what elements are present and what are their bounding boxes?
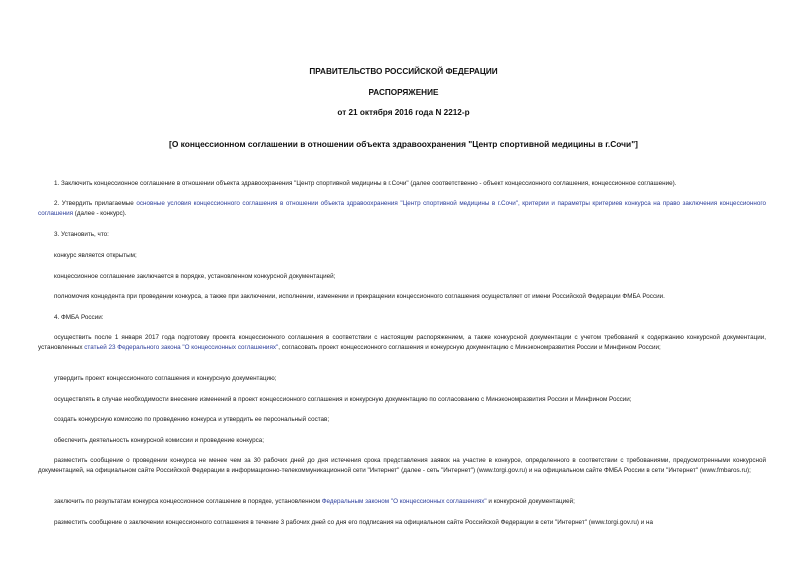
paragraph-2-tail: (далее - конкурс). [73, 210, 127, 217]
paragraph-4-item-1-text: осуществить после 1 января 2017 года подготовку проекта концессионного соглашения в соответствии с настоящим распоряжением, а также конкурсной документации с учетом требований к содержанию конкурсной документации, установленных [38, 334, 766, 351]
document-title: [О концессионном соглашении в отношении объекта здравоохранения "Центр спортивной медицины в г.Сочи"] [169, 139, 638, 149]
paragraph-4-item-5: обеспечить деятельность конкурсной комиссии и проведение конкурса; [54, 437, 265, 444]
paragraph-4: 4. ФМБА России: [54, 314, 104, 321]
paragraph-3-item-2: концессионное соглашение заключается в порядке, установленном конкурсной документацией; [54, 273, 336, 280]
government-heading: ПРАВИТЕЛЬСТВО РОССИЙСКОЙ ФЕДЕРАЦИИ [309, 67, 498, 76]
date-number-heading: от 21 октября 2016 года N 2212-р [337, 108, 470, 117]
document-type-heading: РАСПОРЯЖЕНИЕ [368, 88, 439, 97]
paragraph-2 [38, 199, 766, 219]
paragraph-4-item-1-tail: , согласовать проект концессионного соглашения и конкурсную документацию с Минэкономразвития России и Минфином России; [278, 344, 661, 351]
paragraph-4-item-7 [38, 497, 766, 507]
paragraph-4-item-3: осуществлять в случае необходимости внесение изменений в проект концессионного соглашения и конкурсную документацию по согласованию с Минэкономразвития России и Минфином России; [54, 396, 632, 403]
paragraph-4-item-8: разместить сообщение о заключении концессионного соглашения в течение 3 рабочих дней со дня его подписания на официальном сайте Российской Федерации в сети "Интернет" (www.torgi.gov.ru) и на [54, 519, 653, 526]
paragraph-4-item-1 [38, 333, 766, 353]
paragraph-4-item-4: создать конкурсную комиссию по проведению конкурса и утвердить ее персональный состав; [54, 416, 330, 423]
basic-conditions-link[interactable]: основные условия концессионного соглашения в отношении объекта здравоохранения "Центр спортивной медицины в г.Сочи", критерии и параметры критериев конкурса на право заключения концессионного соглашения [38, 200, 766, 217]
paragraph-3-item-1: конкурс является открытым; [54, 252, 137, 259]
concession-law-link[interactable]: Федеральным законом "О концессионных соглашениях" [321, 498, 487, 505]
article-23-law-link[interactable]: статьей 23 Федерального закона "О концессионных соглашениях" [84, 344, 279, 351]
paragraph-4-item-2: утвердить проект концессионного соглашения и конкурсную документацию; [54, 375, 277, 382]
paragraph-3: 3. Установить, что: [54, 231, 109, 238]
paragraph-3-item-3: полномочия концедента при проведении конкурса, а также при заключении, исполнении, изменении и прекращении концессионного соглашения осуществляет от имени Российской Федерации ФМБА России. [54, 293, 665, 300]
paragraph-1: 1. Заключить концессионное соглашение в отношении объекта здравоохранения "Центр спортивной медицины в г.Сочи" (далее соответственно - объект концессионного соглашения, концессионное соглашение). [54, 180, 677, 187]
paragraph-4-item-7-tail: и конкурсной документацией; [486, 498, 575, 505]
paragraph-2-text: 2. Утвердить прилагаемые [54, 200, 137, 207]
paragraph-4-item-7-text: заключить по результатам конкурса концессионное соглашение в порядке, установленном [54, 498, 322, 505]
paragraph-4-item-6: разместить сообщение о проведении конкурса не менее чем за 30 рабочих дней до дня истечения срока представления заявок на участие в конкурсе, определенного в соответствии с требованиями, предусмотренными конкурсной документацией, на официальном сайте Российской Федерации в информационно-телекоммуникационной сети "Интернет" (далее - сеть "Интернет") (www.torgi.gov.ru) и на официальном сайте ФМБА России в сети "Интернет" (www.fmbaros.ru); [38, 457, 766, 474]
